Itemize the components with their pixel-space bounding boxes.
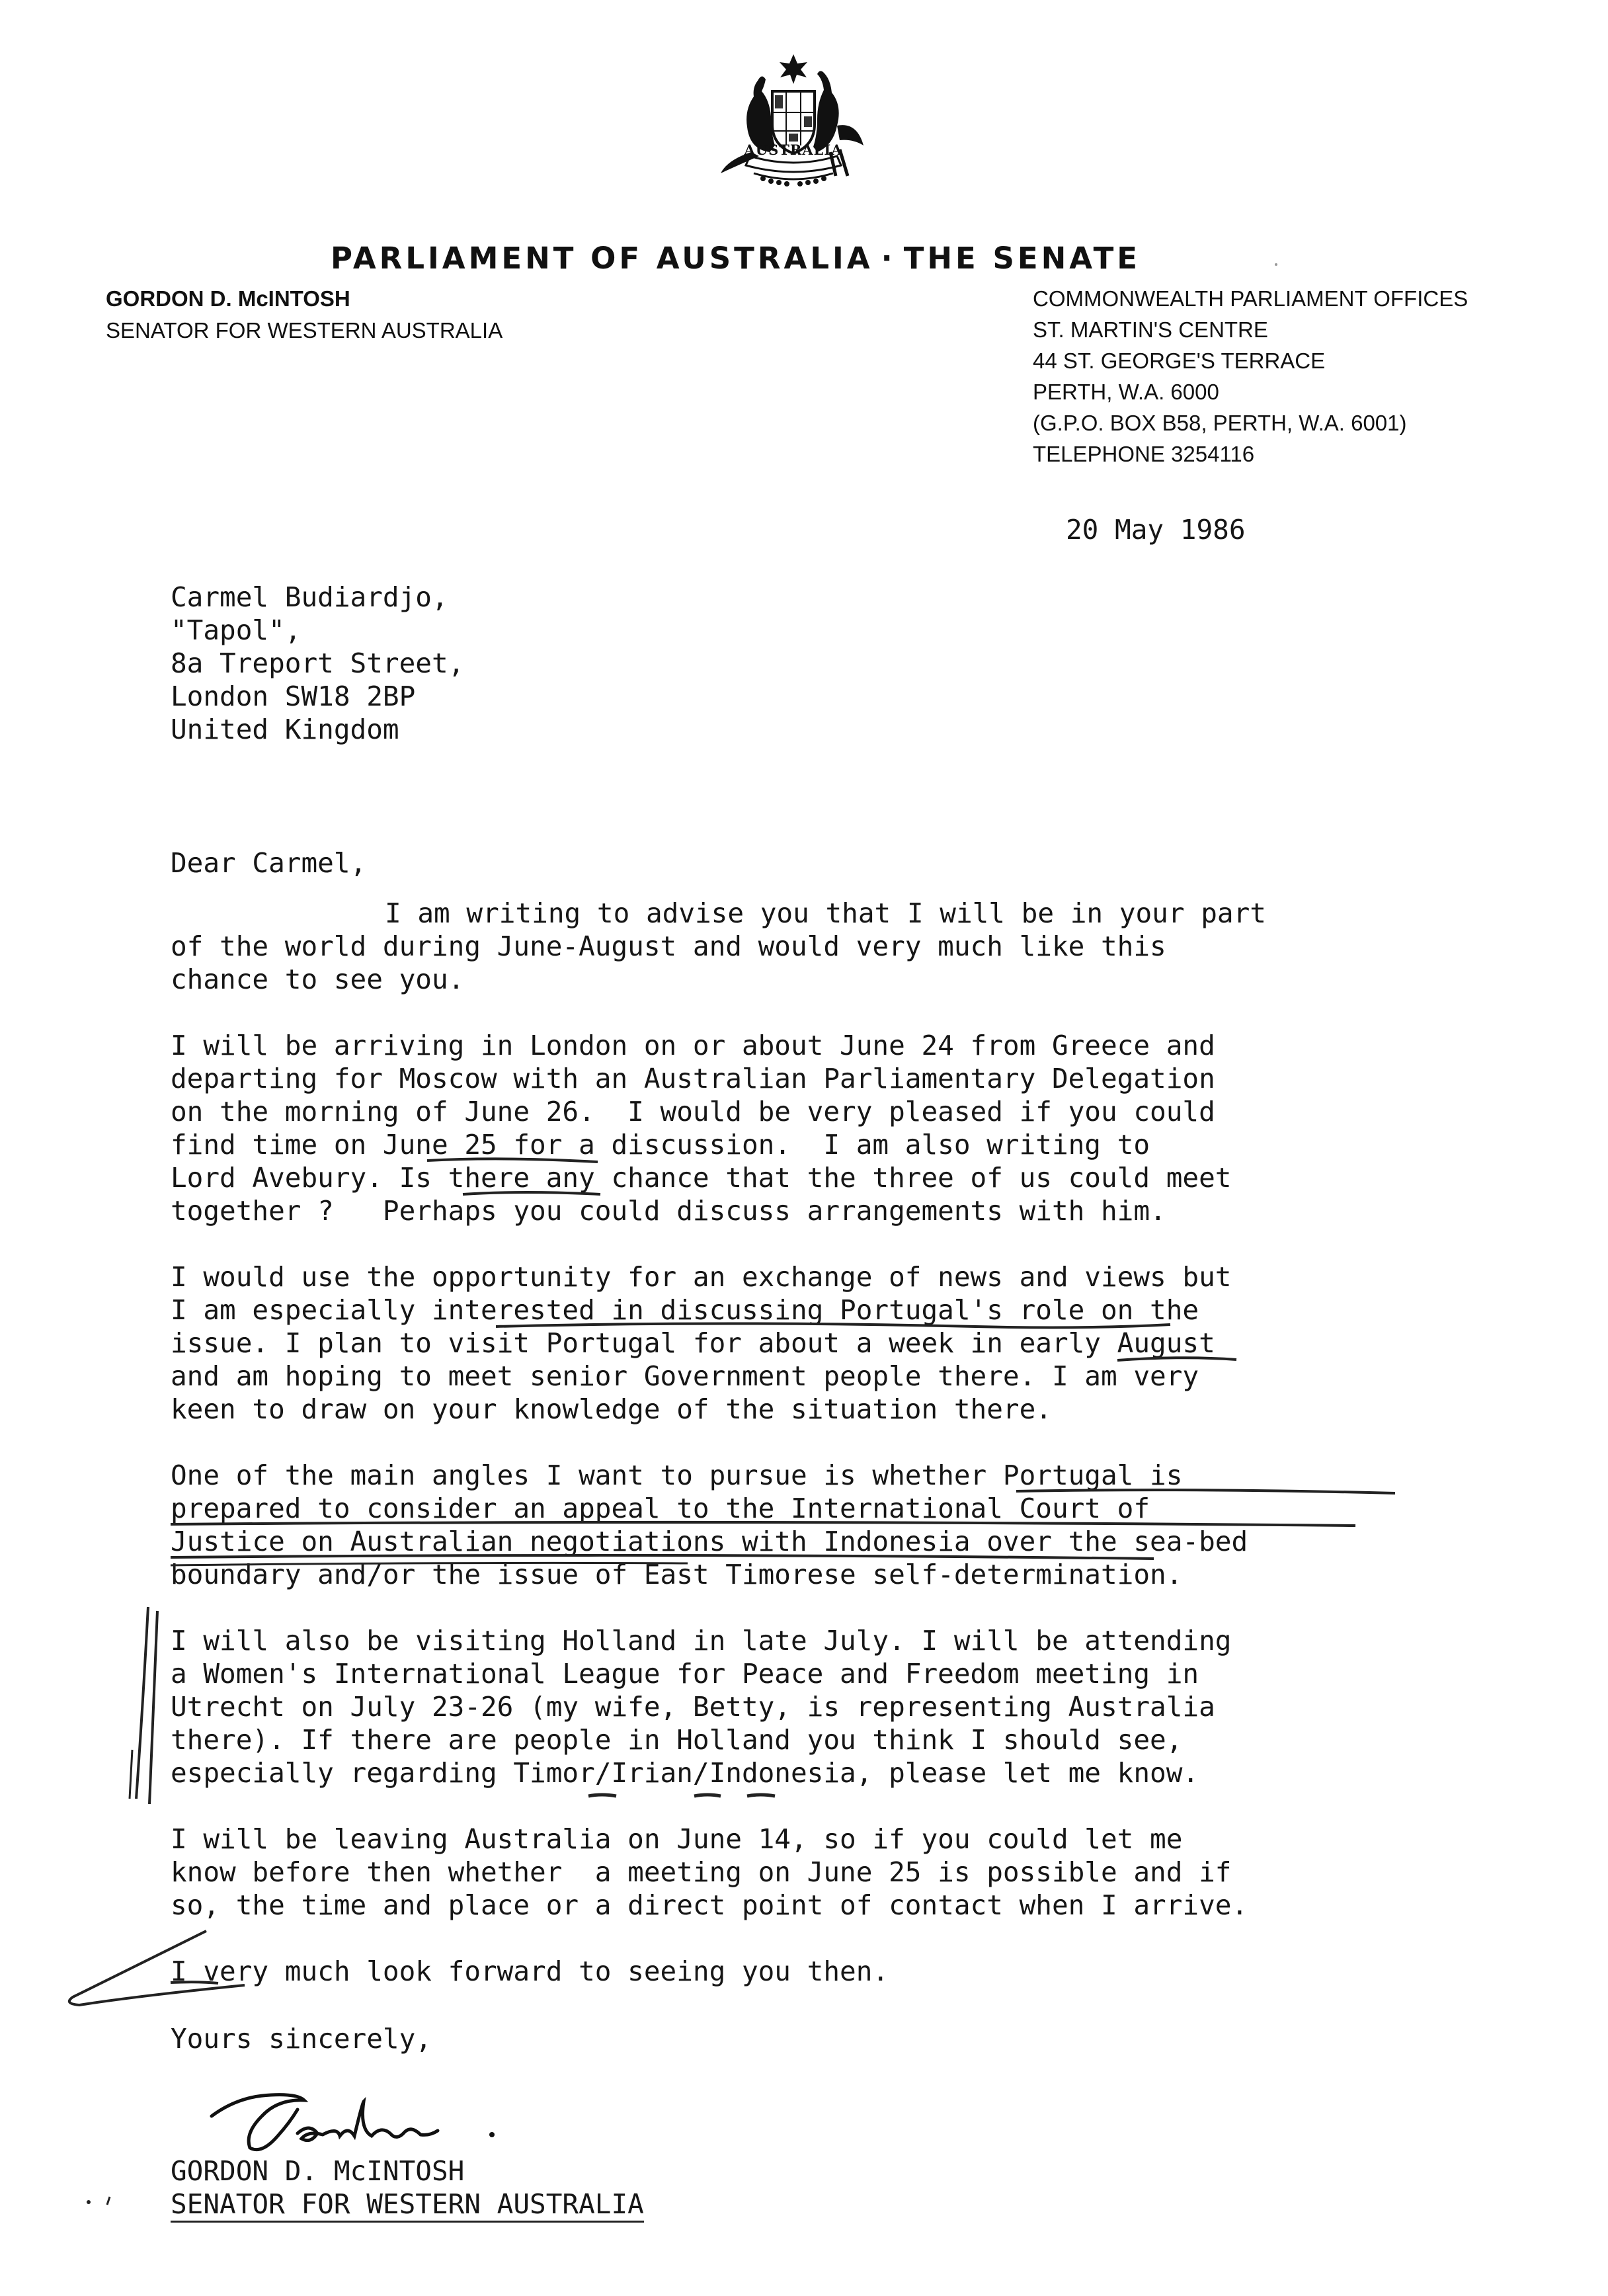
sender-block xyxy=(106,283,502,347)
address-line: "Tapol", xyxy=(171,614,302,646)
text-line: I would use the opportunity for an exchange of news and views but xyxy=(171,1261,1232,1293)
signatory-name xyxy=(171,2154,464,2188)
paragraph-6 xyxy=(171,1823,1248,1922)
handwritten-signature xyxy=(198,2070,516,2162)
office-line: TELEPHONE 3254116 xyxy=(1033,442,1255,466)
text-line: I will be leaving Australia on June 14, so if you could let me xyxy=(171,1823,1183,1855)
senate-name: THE SENATE xyxy=(903,241,1141,276)
paragraph-4 xyxy=(171,1459,1248,1591)
coat-of-arms-icon xyxy=(701,53,886,192)
letterhead-title xyxy=(331,241,1141,276)
margin-bar xyxy=(130,1750,132,1799)
paragraph-1 xyxy=(171,897,1266,996)
address-line: Carmel Budiardjo, xyxy=(171,581,448,613)
text-line: issue. I plan to visit Portugal for about a week in early August xyxy=(171,1327,1215,1359)
text-line: so, the time and place or a direct point of contact when I arrive. xyxy=(171,1889,1248,1921)
office-line: PERTH, W.A. 6000 xyxy=(1033,380,1219,404)
text-line: know before then whether a meeting on June 25 is possible and if xyxy=(171,1856,1232,1888)
text-line: Utrecht on July 23-26 (my wife, Betty, is representing Australia xyxy=(171,1691,1215,1723)
text-line: Lord Avebury. Is there any chance that the three of us could meet xyxy=(171,1162,1232,1194)
text-line: especially regarding Timor/Irian/Indonesia, please let me know. xyxy=(171,1757,1199,1789)
address-line: London SW18 2BP xyxy=(171,680,416,712)
underline-mark xyxy=(694,1795,721,1796)
underline-mark xyxy=(747,1795,775,1796)
text-line: boundary and/or the issue of East Timorese self-determination. xyxy=(171,1559,1183,1590)
paragraph-7 xyxy=(171,1955,889,1988)
text-line: find time on June 25 for a discussion. I am also writing to xyxy=(171,1129,1150,1161)
text-line: I will be arriving in London on or about June 24 from Greece and xyxy=(171,1030,1215,1061)
text-line: departing for Moscow with an Australian Parliamentary Delegation xyxy=(171,1063,1215,1094)
margin-bar xyxy=(136,1607,148,1799)
address-line: United Kingdom xyxy=(171,714,399,745)
text-line: I very much look forward to seeing you then. xyxy=(171,1955,889,1987)
signatory-name-text: GORDON D. McINTOSH xyxy=(171,2155,465,2187)
text-line: a Women's International League for Peace and Freedom meeting in xyxy=(171,1658,1199,1690)
closing-text: Yours sincerely, xyxy=(171,2023,432,2055)
text-line: I am writing to advise you that I will be in your part xyxy=(385,897,1266,929)
text-line: I will also be visiting Holland in late July. I will be attending xyxy=(171,1625,1232,1657)
text-line: there). If there are people in Holland you think I should see, xyxy=(171,1724,1183,1756)
office-line: 44 ST. GEORGE'S TERRACE xyxy=(1033,348,1326,373)
signatory-title-text: SENATOR FOR WESTERN AUSTRALIA xyxy=(171,2188,644,2223)
paragraph-3 xyxy=(171,1260,1231,1426)
text-line: keen to draw on your knowledge of the situation there. xyxy=(171,1393,1052,1425)
paragraph-2 xyxy=(171,1029,1231,1227)
crest-label: AUSTRALIA xyxy=(744,142,843,158)
address-line: 8a Treport Street, xyxy=(171,647,465,679)
recipient-address xyxy=(171,581,464,746)
underline-mark xyxy=(588,1795,616,1796)
office-line: ST. MARTIN'S CENTRE xyxy=(1033,317,1268,342)
text-line: chance to see you. xyxy=(171,964,465,995)
parliament-name: PARLIAMENT OF AUSTRALIA xyxy=(331,241,873,276)
text-line: and am hoping to meet senior Government people there. I am very xyxy=(171,1360,1199,1392)
title-separator: · xyxy=(881,241,896,276)
salutation-text: Dear Carmel, xyxy=(171,847,367,879)
text-line: Justice on Australian negotiations with Indonesia over the sea-bed xyxy=(171,1526,1248,1557)
office-line: (G.P.O. BOX B58, PERTH, W.A. 6001) xyxy=(1033,411,1407,435)
paragraph-5 xyxy=(171,1624,1231,1789)
text-line: I am especially interested in discussing Portugal's role on the xyxy=(171,1294,1199,1326)
closing xyxy=(171,2022,432,2055)
office-address xyxy=(1033,283,1468,470)
margin-bar xyxy=(149,1611,157,1804)
sender-title: SENATOR FOR WESTERN AUSTRALIA xyxy=(106,318,503,343)
letter-date: 20 May 1986 xyxy=(1066,514,1246,546)
sender-name: GORDON D. McINTOSH xyxy=(106,286,350,311)
salutation xyxy=(171,846,366,880)
text-line: of the world during June-August and would very much like this xyxy=(171,930,1166,962)
office-line: COMMONWEALTH PARLIAMENT OFFICES xyxy=(1033,286,1468,311)
text-line: together ? Perhaps you could discuss arrangements with him. xyxy=(171,1195,1166,1227)
text-line: prepared to consider an appeal to the International Court of xyxy=(171,1493,1150,1524)
signatory-title xyxy=(171,2188,644,2223)
text-line: One of the main angles I want to pursue is whether Portugal is xyxy=(171,1459,1183,1491)
text-line: on the morning of June 26. I would be very pleased if you could xyxy=(171,1096,1215,1128)
